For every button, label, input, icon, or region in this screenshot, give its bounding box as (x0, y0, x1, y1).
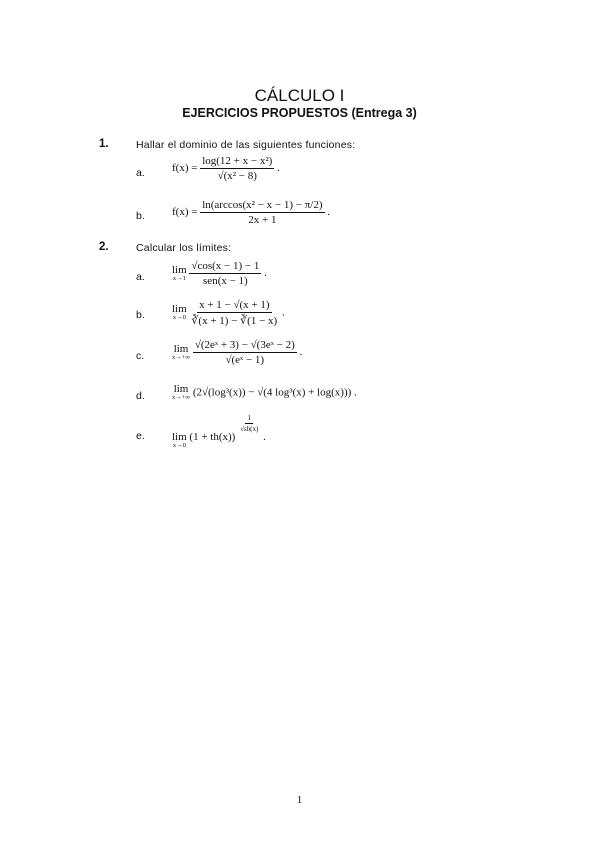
limit-operator (172, 384, 190, 402)
denominator: sen(x − 1) (203, 275, 248, 287)
lim-text: lim (172, 263, 187, 276)
period: . (264, 267, 267, 280)
document-title: CÁLCULO I (254, 86, 345, 105)
exponent-denominator: √sh(x) (240, 425, 259, 433)
exercise-1-number: 1. (99, 138, 109, 150)
fraction (200, 155, 274, 182)
exercise-2e-formula (172, 414, 266, 450)
limit-operator (172, 344, 190, 362)
fraction (189, 260, 261, 287)
numerator: log(12 + x − x²) (202, 155, 273, 167)
period: . (354, 386, 357, 399)
exercise-1a-label: a. (136, 167, 145, 179)
denominator: √(x² − 8) (217, 170, 257, 182)
denominator: √(eˣ − 1) (225, 354, 265, 366)
lim-subscript: x→1 (172, 274, 186, 282)
exercise-2a-formula (172, 260, 267, 287)
lim-text: lim (172, 303, 187, 316)
exercise-2b-formula (172, 299, 285, 327)
limit-body: (2√(log³(x)) − √(4 log³(x) + log(x))) (192, 386, 352, 399)
numerator: x + 1 − √(x + 1) (199, 299, 270, 311)
exercise-1b-formula (172, 199, 330, 226)
period: . (263, 431, 266, 444)
limit-operator (172, 432, 187, 450)
limit-operator (172, 265, 187, 283)
function-lhs: f(x) = (172, 162, 198, 175)
lim-subscript: x→+∞ (172, 353, 191, 361)
limit-operator (172, 304, 187, 322)
numerator: √(2eˣ + 3) − √(3eˣ − 2) (194, 339, 295, 351)
lim-subscript: x→+∞ (172, 394, 191, 401)
lim-subscript: x→0 (172, 442, 186, 450)
exercise-2d-label: d. (136, 390, 145, 402)
limit-base: (1 + th(x)) (189, 431, 236, 444)
numerator: √cos(x − 1) − 1 (191, 260, 260, 272)
period: . (327, 206, 331, 219)
exercise-1a-formula (172, 155, 280, 182)
exponent-fraction (238, 414, 260, 433)
denominator: 2x + 1 (248, 214, 277, 226)
exercise-1-statement: Hallar el dominio de las siguientes funciones: (136, 139, 356, 151)
lim-text: lim (173, 383, 189, 395)
document-subtitle: EJERCICIOS PROPUESTOS (Entrega 3) (182, 106, 417, 120)
exercise-2a-label: a. (136, 271, 145, 283)
lim-text: lim (172, 431, 187, 444)
exercise-2e-label: e. (136, 430, 145, 442)
exercise-1b-label: b. (136, 210, 145, 222)
period: . (299, 346, 303, 359)
function-lhs: f(x) = (172, 206, 198, 219)
numerator: ln(arccos(x² − x − 1) − π/2) (202, 199, 323, 211)
exercise-2-statement: Calcular los límites: (136, 242, 232, 254)
denominator: ∛(x + 1) − ∛(1 − x) (191, 315, 278, 327)
exercise-2c-formula (172, 339, 302, 366)
period: . (281, 306, 285, 319)
lim-text: lim (173, 342, 189, 355)
fraction (189, 299, 279, 327)
lim-subscript: x→0 (172, 314, 186, 322)
exercise-2d-formula (172, 384, 357, 402)
fraction (200, 199, 324, 226)
period: . (277, 162, 280, 175)
exponent-numerator: 1 (247, 414, 251, 422)
page-number: 1 (296, 794, 303, 806)
exercise-2b-label: b. (136, 309, 145, 321)
fraction (193, 339, 297, 366)
exercise-2c-label: c. (136, 350, 145, 362)
exercise-2-number: 2. (99, 241, 109, 253)
